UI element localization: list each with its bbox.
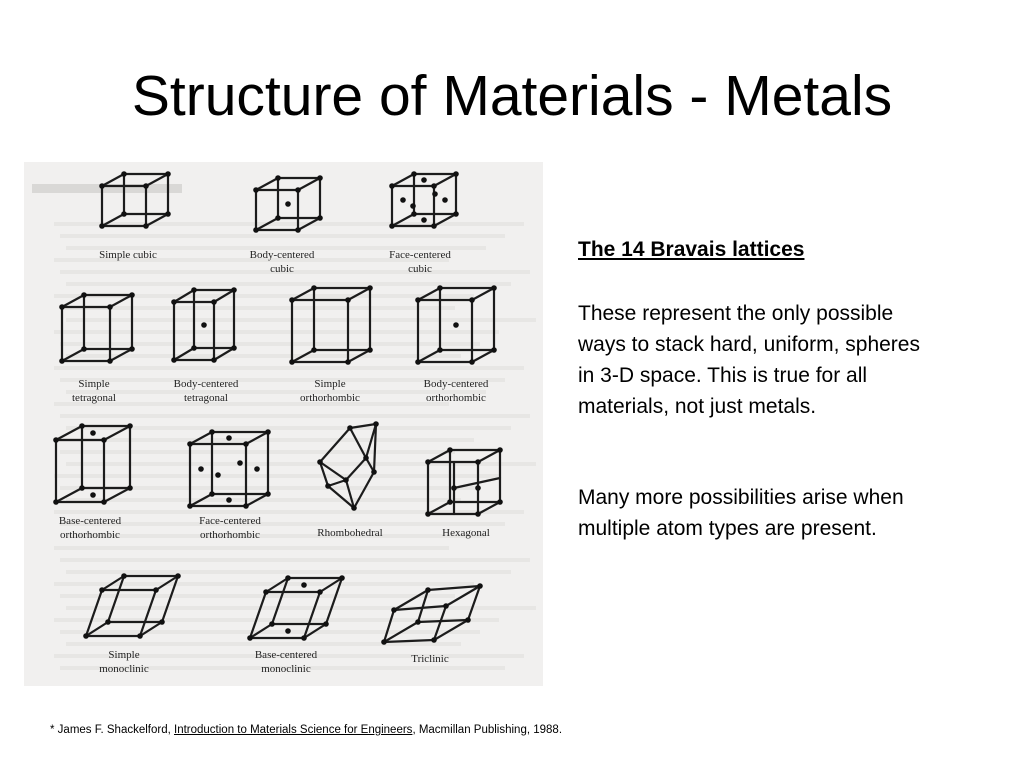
lattice-edge: [472, 350, 494, 362]
lattice-atom: [99, 587, 105, 593]
lattice-atom: [425, 511, 431, 517]
lattice-edge: [298, 178, 320, 190]
lattice-atom: [159, 619, 165, 625]
lattice-atom: [127, 423, 133, 429]
bravais-lattices-figure: [24, 162, 543, 686]
lattice-label: Body-centered: [249, 249, 315, 261]
lattice-atom: [453, 211, 459, 217]
lattice-atom: [143, 223, 149, 229]
lattice-atom: [443, 603, 449, 609]
lattice-atom: [198, 466, 204, 472]
lattice-atom: [400, 197, 406, 203]
lattice-label: orthorhombic: [60, 529, 120, 541]
lattice-label: tetragonal: [184, 392, 228, 404]
lattice-atom: [367, 347, 373, 353]
lattice-atom: [127, 485, 133, 491]
background-text-line: [60, 306, 455, 310]
lattice-label: monoclinic: [99, 663, 149, 675]
lattice-atom: [289, 359, 295, 365]
lattice-atom: [325, 483, 331, 489]
background-text-line: [66, 570, 511, 574]
lattice-atom: [437, 347, 443, 353]
background-text-line: [60, 414, 530, 418]
lattice-atom: [469, 359, 475, 365]
background-text-line: [60, 594, 455, 598]
lattice-atom: [323, 621, 329, 627]
background-text-line: [66, 426, 511, 430]
lattice-label: Simple: [78, 378, 110, 390]
lattice-atom: [415, 359, 421, 365]
lattice-atom: [165, 171, 171, 177]
lattice-atom: [209, 429, 215, 435]
lattice-atom: [389, 223, 395, 229]
lattice-label: Simple: [108, 649, 140, 661]
lattice-atom: [53, 499, 59, 505]
lattice-atom: [301, 635, 307, 641]
background-text-line: [66, 642, 461, 646]
background-text-line: [60, 270, 530, 274]
background-text-line: [66, 498, 461, 502]
lattice-atom: [351, 505, 357, 511]
paragraph-multiple-atoms: Many more possibilities arise when multiple atom types are present.: [578, 486, 904, 540]
lattice-atom: [99, 183, 105, 189]
lattice-atom: [226, 497, 232, 503]
lattice-atom: [415, 297, 421, 303]
lattice-atom: [345, 359, 351, 365]
lattice-label: tetragonal: [72, 392, 116, 404]
lattice-atom: [465, 617, 471, 623]
lattice-atom: [431, 223, 437, 229]
lattice-atom: [171, 357, 177, 363]
lattice-atom: [317, 459, 323, 465]
background-text-line: [66, 318, 536, 322]
lattice-label: Simple: [314, 378, 346, 390]
slide-title: Structure of Materials - Metals: [131, 64, 893, 128]
lattice-atom: [90, 430, 96, 436]
lattice-atom: [79, 423, 85, 429]
lattice-atom: [421, 177, 427, 183]
lattice-atom: [285, 201, 291, 207]
lattice-atom: [59, 304, 65, 310]
lattice-atom: [431, 183, 437, 189]
background-text-line: [60, 450, 455, 454]
lattice-atom: [191, 287, 197, 293]
lattice-atom: [253, 227, 259, 233]
lattice-atom: [432, 191, 438, 197]
lattice-atom: [101, 437, 107, 443]
lattice-atom: [215, 472, 221, 478]
lattice-label: Triclinic: [411, 653, 449, 665]
background-text-line: [60, 630, 480, 634]
lattice-atom: [343, 477, 349, 483]
background-text-line: [54, 546, 449, 550]
lattice-atom: [491, 285, 497, 291]
lattice-atom: [453, 171, 459, 177]
lattice-atom: [311, 347, 317, 353]
lattice-atom: [447, 499, 453, 505]
citation-book-link[interactable]: Introduction to Materials Science for Engineers: [174, 724, 413, 736]
lattice-atom: [381, 639, 387, 645]
lattice-atom: [475, 485, 481, 491]
lattice-atom: [425, 587, 431, 593]
background-text-line: [54, 438, 474, 442]
lattice-atom: [367, 285, 373, 291]
lattice-atom: [53, 437, 59, 443]
lattice-label: orthorhombic: [300, 392, 360, 404]
background-text-line: [66, 390, 486, 394]
lattice-atom: [263, 589, 269, 595]
background-text-line: [60, 558, 530, 562]
lattice-atom: [411, 211, 417, 217]
lattice-label: cubic: [270, 263, 294, 275]
lattice-atom: [497, 447, 503, 453]
lattice-atom: [59, 358, 65, 364]
lattice-atom: [81, 292, 87, 298]
lattice-edge: [392, 174, 414, 186]
lattice-atom: [339, 575, 345, 581]
lattice-atom: [317, 215, 323, 221]
background-text-line: [66, 282, 511, 286]
lattice-atom: [447, 447, 453, 453]
lattice-atom: [231, 287, 237, 293]
lattice-atom: [317, 589, 323, 595]
lattice-atom: [105, 619, 111, 625]
lattice-atom: [391, 607, 397, 613]
lattice-atom: [137, 633, 143, 639]
lattice-atom: [475, 459, 481, 465]
lattice-atom: [285, 628, 291, 634]
lattice-atom: [79, 485, 85, 491]
paragraph-bravais: These represent the only possible ways to stack hard, uniform, spheres in 3-D space. This is true for all materials, not just metals.: [578, 302, 920, 418]
lattice-label: Simple cubic: [99, 249, 157, 261]
lattice-atom: [243, 441, 249, 447]
lattice-atom: [421, 217, 427, 223]
lattice-atom: [431, 637, 437, 643]
lattice-label: Face-centered: [389, 249, 451, 261]
lattice-atom: [453, 322, 459, 328]
lattice-atom: [121, 573, 127, 579]
citation-footnote: [50, 724, 562, 736]
background-text-line: [54, 474, 499, 478]
lattice-atom: [410, 203, 416, 209]
lattice-label: orthorhombic: [200, 529, 260, 541]
lattice-atom: [275, 175, 281, 181]
lattice-atom: [477, 583, 483, 589]
lattice-atom: [165, 211, 171, 217]
background-text-line: [54, 582, 474, 586]
lattice-atom: [129, 346, 135, 352]
lattice-atom: [247, 635, 253, 641]
background-text-line: [66, 606, 536, 610]
lattice-edge: [328, 480, 346, 486]
lattice-atom: [90, 492, 96, 498]
background-text-line: [66, 534, 486, 538]
lattice-atom: [226, 435, 232, 441]
lattice-atom: [101, 499, 107, 505]
lattice-atom: [209, 491, 215, 497]
lattice-atom: [107, 358, 113, 364]
lattice-atom: [175, 573, 181, 579]
lattice-atom: [497, 499, 503, 505]
lattice-atom: [237, 460, 243, 466]
lattice-label: Hexagonal: [442, 527, 490, 539]
lattice-atom: [265, 491, 271, 497]
lattice-label: orthorhombic: [426, 392, 486, 404]
background-text-line: [60, 522, 505, 526]
lattice-label: Rhombohedral: [317, 527, 383, 539]
lattice-atom: [295, 227, 301, 233]
lattice-atom: [389, 183, 395, 189]
lattice-label: monoclinic: [261, 663, 311, 675]
citation-author: * James F. Shackelford,: [50, 724, 174, 736]
lattice-atom: [469, 297, 475, 303]
lattice-atom: [275, 215, 281, 221]
lattice-atom: [415, 619, 421, 625]
lattice-edge: [320, 428, 350, 462]
lattice-atom: [411, 171, 417, 177]
lattice-edge: [472, 288, 494, 300]
lattice-label: Base-centered: [58, 515, 122, 527]
lattice-atom: [491, 347, 497, 353]
lattice-atom: [373, 421, 379, 427]
lattice-atom: [425, 459, 431, 465]
lattice-atom: [143, 183, 149, 189]
lattice-atom: [153, 587, 159, 593]
lattice-atom: [191, 345, 197, 351]
lattice-label: Base-centered: [254, 649, 318, 661]
lattice-edge: [434, 174, 456, 186]
lattice-atom: [295, 187, 301, 193]
background-text-line: [60, 234, 505, 238]
lattice-atom: [301, 582, 307, 588]
lattice-atom: [289, 297, 295, 303]
lattice-atom: [107, 304, 113, 310]
section-heading: The 14 Bravais lattices: [578, 238, 805, 261]
lattice-atom: [363, 455, 369, 461]
lattice-edge: [256, 178, 278, 190]
lattice-atom: [285, 575, 291, 581]
lattice-atom: [265, 429, 271, 435]
lattice-atom: [475, 511, 481, 517]
citation-publisher: , Macmillan Publishing, 1988.: [412, 724, 563, 736]
background-text-line: [54, 366, 524, 370]
lattice-atom: [171, 299, 177, 305]
lattice-label: Body-centered: [173, 378, 239, 390]
lattice-atom: [129, 292, 135, 298]
lattice-atom: [254, 466, 260, 472]
lattice-atom: [211, 357, 217, 363]
lattice-atom: [121, 171, 127, 177]
lattice-edge: [478, 450, 500, 462]
lattice-diagrams: [24, 162, 543, 686]
lattice-atom: [442, 197, 448, 203]
lattice-atom: [253, 187, 259, 193]
lattice-atom: [437, 285, 443, 291]
lattice-label: cubic: [408, 263, 432, 275]
lattice-atom: [243, 503, 249, 509]
lattice-atom: [201, 322, 207, 328]
lattice-atom: [211, 299, 217, 305]
lattice-atom: [187, 441, 193, 447]
lattice-atom: [317, 175, 323, 181]
background-text-line: [66, 354, 461, 358]
lattice-atom: [187, 503, 193, 509]
lattice-atom: [231, 345, 237, 351]
lattice-label: Face-centered: [199, 515, 261, 527]
lattice-atom: [121, 211, 127, 217]
lattice-atom: [311, 285, 317, 291]
lattice-atom: [81, 346, 87, 352]
lattice-edge: [384, 640, 434, 642]
lattice-atom: [451, 485, 457, 491]
lattice-atom: [371, 469, 377, 475]
lattice-atom: [347, 425, 353, 431]
lattice-atom: [269, 621, 275, 627]
lattice-atom: [83, 633, 89, 639]
lattice-label: Body-centered: [423, 378, 489, 390]
background-text-line: [54, 330, 499, 334]
lattice-atom: [345, 297, 351, 303]
lattice-atom: [99, 223, 105, 229]
